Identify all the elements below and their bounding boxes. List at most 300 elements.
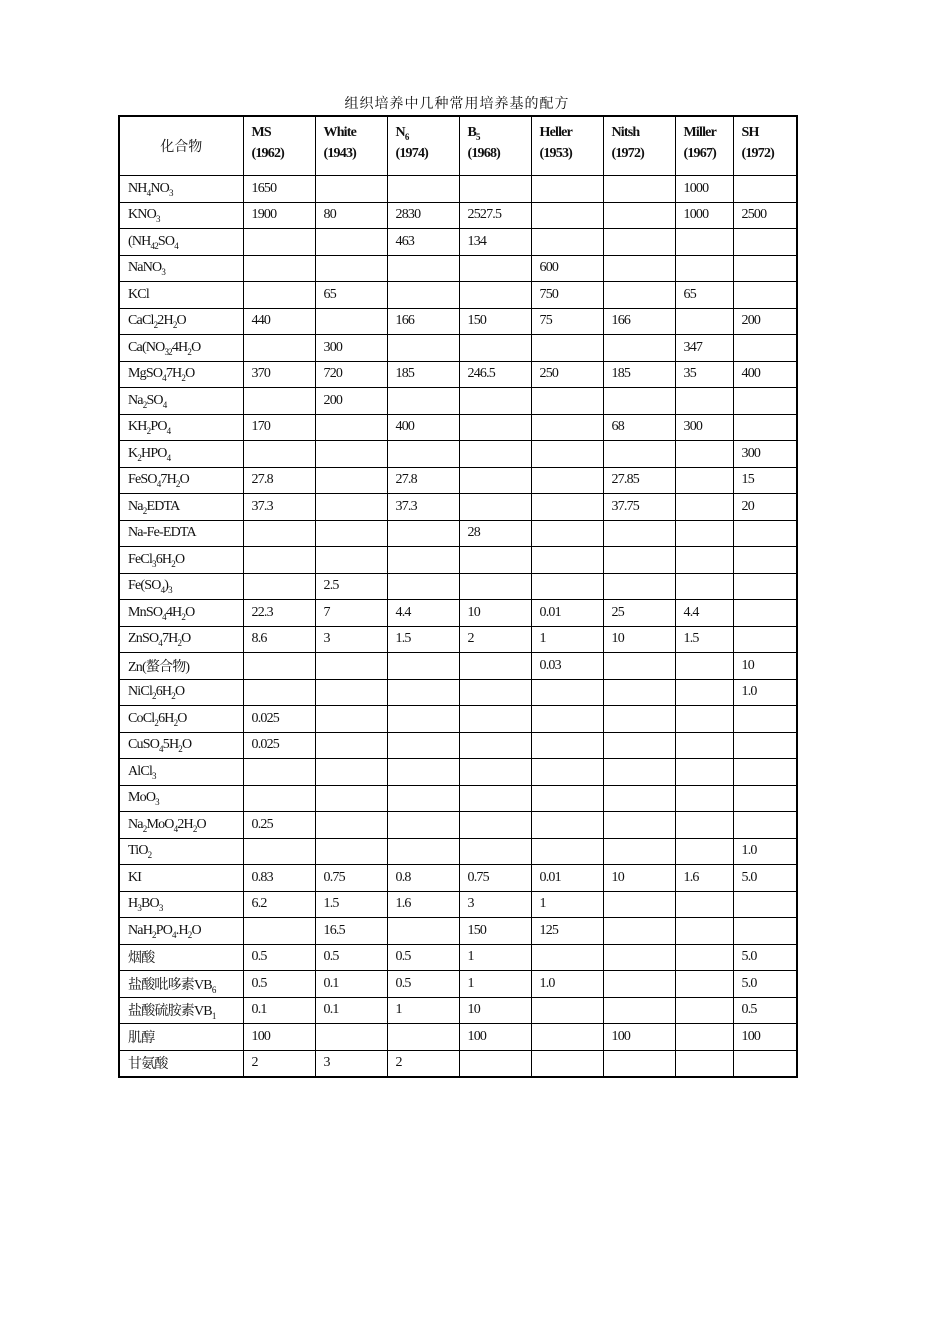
value-cell [675,918,733,945]
formula-subscript: 2 [177,638,182,649]
value-cell: 5.0 [733,971,797,998]
formula-subscript: 2 [192,823,197,834]
value-cell: 250 [531,361,603,388]
formula-subscript: 4 [162,373,166,384]
value-cell: 2500 [733,202,797,229]
formula-subscript: 2 [147,850,152,861]
value-cell: 1.5 [315,891,387,918]
value-cell [459,176,531,203]
value-cell [531,388,603,415]
formula-text: O [181,737,192,753]
medium-name [252,123,315,143]
formula-text: O [185,366,195,382]
formula-text: NiCl [128,684,153,700]
value-cell: 1650 [243,176,315,203]
value-cell [675,706,733,733]
value-cell [603,653,675,680]
medium-name-text: Miller [683,125,717,140]
value-cell: 134 [459,229,531,256]
value-cell [315,255,387,282]
value-cell: 0.025 [243,706,315,733]
value-cell: 150 [459,308,531,335]
header-row [119,116,797,176]
value-cell: 370 [243,361,315,388]
value-cell: 400 [387,414,459,441]
value-cell: 1.0 [733,679,797,706]
value-cell: 1.6 [675,865,733,892]
value-cell: 463 [387,229,459,256]
value-cell [315,520,387,547]
compound-cell [119,653,243,680]
value-cell: 27.85 [603,467,675,494]
value-cell [315,1024,387,1051]
table-row [119,653,797,680]
formula-text: (NH [128,233,151,249]
formula-text: 2H [157,313,173,329]
formula-subscript: 4 [160,585,165,596]
compound-cell [119,414,243,441]
value-cell [459,255,531,282]
formula-subscript: 2 [172,320,177,331]
formula-subscript: 2 [187,346,192,357]
value-cell: 1.0 [733,838,797,865]
value-cell [315,759,387,786]
value-cell [531,1050,603,1077]
value-cell: 37.3 [243,494,315,521]
value-cell: 246.5 [459,361,531,388]
value-cell: 16.5 [315,918,387,945]
formula-subscript: 4 [174,240,178,251]
value-cell [733,706,797,733]
formula-text: Na [128,498,143,514]
formula-text: Zn(螯合物) [128,659,190,675]
compound-cell [119,865,243,892]
value-cell: 166 [387,308,459,335]
value-cell: 0.5 [315,944,387,971]
table-row [119,441,797,468]
value-cell: 6.2 [243,891,315,918]
value-cell: 1.5 [387,626,459,653]
value-cell: 10 [459,600,531,627]
value-cell: 0.75 [315,865,387,892]
table-row [119,918,797,945]
value-cell [387,785,459,812]
compound-cell [119,838,243,865]
formula-subscript: 3 [164,346,169,357]
formula-subscript: 3 [161,267,166,278]
value-cell: 5.0 [733,865,797,892]
compound-cell [119,997,243,1024]
compound-cell [119,1050,243,1077]
value-cell [315,414,387,441]
value-cell: 1000 [675,176,733,203]
formula-text: NaNO [128,260,162,276]
formula-subscript: 1 [211,1011,216,1022]
formula-text: 7H [161,631,178,647]
value-cell: 27.8 [387,467,459,494]
value-cell [459,547,531,574]
compound-column-header: 化合物 [119,116,243,176]
value-cell [315,838,387,865]
value-cell: 0.1 [243,997,315,1024]
value-cell [387,255,459,282]
medium-name-text: White [323,125,357,140]
value-cell [531,414,603,441]
value-cell [459,494,531,521]
value-cell [459,573,531,600]
value-cell: 100 [603,1024,675,1051]
value-cell [243,918,315,945]
formula-text: Na [128,392,143,408]
value-cell [315,467,387,494]
value-cell [315,785,387,812]
medium-header-1 [315,116,387,176]
value-cell [315,732,387,759]
value-cell: 10 [733,653,797,680]
formula-text: .H [175,922,188,938]
compound-cell [119,759,243,786]
formula-text: FeSO [128,472,157,488]
formula-text: K [128,445,138,461]
medium-name-text: N [395,125,405,140]
table-row [119,467,797,494]
value-cell: 200 [315,388,387,415]
medium-name-text: SH [741,125,759,140]
value-cell: 185 [387,361,459,388]
table-row [119,414,797,441]
formula-text: MnSO [128,604,163,620]
medium-name [540,123,603,143]
value-cell: 0.01 [531,600,603,627]
value-cell: 7 [315,600,387,627]
formula-text: NO [150,180,169,196]
compound-cell [119,520,243,547]
value-cell [603,335,675,362]
medium-year: (1972) [741,146,775,161]
value-cell [243,785,315,812]
formula-subscript: 4 [173,823,178,834]
value-cell: 1.6 [387,891,459,918]
value-cell: 0.25 [243,812,315,839]
formula-text: 2H [177,816,193,832]
value-cell: 0.83 [243,865,315,892]
value-cell [531,547,603,574]
formula-text: 甘氨酸 [128,1057,168,1073]
compound-cell [119,679,243,706]
value-cell: 4.4 [675,600,733,627]
value-cell [733,732,797,759]
table-row [119,997,797,1024]
value-cell [733,547,797,574]
value-cell [733,891,797,918]
value-cell [603,282,675,309]
compound-cell [119,785,243,812]
formula-text: O [174,551,185,567]
value-cell [387,732,459,759]
value-cell: 720 [315,361,387,388]
value-cell: 150 [459,918,531,945]
value-cell: 1.5 [675,626,733,653]
value-cell [603,229,675,256]
value-cell [387,812,459,839]
value-cell [675,441,733,468]
value-cell: 1.0 [531,971,603,998]
value-cell: 0.1 [315,997,387,1024]
formula-text: KI [128,869,142,885]
table-row [119,282,797,309]
table-body [119,176,797,1078]
value-cell [315,229,387,256]
formula-subscript: 4 [158,638,162,649]
formula-text: CaCl [128,313,154,329]
formula-text: NaH [128,922,153,938]
value-cell: 0.025 [243,732,315,759]
formula-subscript: 2 [154,717,159,728]
medium-name [684,123,733,143]
formula-subscript: 6 [211,984,216,995]
medium-name-subscript: 5 [476,132,480,142]
page-title: 组织培养中几种常用培养基的配方 [344,96,570,112]
formula-subscript: 3 [152,558,156,569]
value-cell [733,759,797,786]
compound-cell [119,388,243,415]
formula-text: HPO [141,445,167,461]
value-cell [459,838,531,865]
value-cell [243,388,315,415]
table-row [119,229,797,256]
formula-subscript: 4 [166,452,171,463]
formula-text: KH [128,419,147,435]
table-row [119,838,797,865]
compound-cell [119,361,243,388]
value-cell [675,573,733,600]
value-cell [733,812,797,839]
value-cell [603,891,675,918]
formula-text: FeCl [128,551,153,567]
value-cell: 15 [733,467,797,494]
value-cell [675,255,733,282]
value-cell [459,785,531,812]
medium-header-5 [603,116,675,176]
medium-year: (1967) [683,146,717,161]
value-cell [603,812,675,839]
compound-cell [119,308,243,335]
value-cell [603,176,675,203]
value-cell [675,653,733,680]
value-cell [603,785,675,812]
value-cell: 20 [733,494,797,521]
table-row [119,732,797,759]
value-cell: 1900 [243,202,315,229]
table-row [119,944,797,971]
formula-subscript: 3 [155,214,160,225]
value-cell [675,1024,733,1051]
medium-name [324,123,387,143]
value-cell [315,653,387,680]
formula-text: H [128,896,138,912]
value-cell: 68 [603,414,675,441]
value-cell [733,414,797,441]
value-cell [387,759,459,786]
value-cell: 8.6 [243,626,315,653]
table-row [119,679,797,706]
value-cell [315,547,387,574]
value-cell [531,467,603,494]
table-row [119,865,797,892]
compound-cell [119,573,243,600]
formula-subscript: 2 [152,929,156,940]
value-cell [315,812,387,839]
value-cell [459,812,531,839]
formula-text: KCl [128,286,149,302]
value-cell: 1 [459,944,531,971]
value-cell [243,282,315,309]
value-cell [675,388,733,415]
formula-subscript: 4 [166,426,171,437]
value-cell [387,335,459,362]
value-cell [675,785,733,812]
value-cell: 440 [243,308,315,335]
formula-text: O [185,604,195,620]
value-cell [459,388,531,415]
value-cell: 2.5 [315,573,387,600]
formula-subscript: 2 [137,452,142,463]
formula-subscript: 2 [142,823,147,834]
formula-text: 盐酸硫胺素VB [128,1004,212,1020]
compound-cell [119,600,243,627]
medium-name-subscript: 6 [404,132,409,142]
formula-text: 7H [165,366,182,382]
compound-cell [119,706,243,733]
value-cell [315,176,387,203]
table-row [119,361,797,388]
value-cell [387,653,459,680]
formula-text: Na [128,816,143,832]
value-cell [459,467,531,494]
formula-subscript: 4 [162,611,166,622]
value-cell: 0.8 [387,865,459,892]
table-row [119,335,797,362]
value-cell: 400 [733,361,797,388]
value-cell [675,1050,733,1077]
formula-subscript: 2 [175,479,180,490]
formula-text: O [176,313,186,329]
medium-name [468,123,531,143]
table-row [119,706,797,733]
value-cell [603,918,675,945]
formula-subscript: 3 [168,585,172,596]
value-cell [675,944,733,971]
value-cell [603,1050,675,1077]
formula-text: CoCl [128,710,155,726]
compound-cell [119,732,243,759]
value-cell: 3 [315,626,387,653]
formula-subscript: 2 [181,373,186,384]
formula-text: 4H [165,604,182,620]
value-cell [243,255,315,282]
formula-subscript: 2 [181,611,186,622]
value-cell [603,971,675,998]
formula-subscript: 4 [146,187,151,198]
value-cell [243,653,315,680]
formula-text: ) [164,578,169,594]
formula-subscript: 4 [150,240,155,251]
compound-cell [119,944,243,971]
value-cell: 2 [243,1050,315,1077]
value-cell [733,255,797,282]
value-cell [531,838,603,865]
value-cell [243,759,315,786]
medium-year: (1953) [539,146,573,161]
formula-text: O [191,922,201,938]
formula-subscript: 4 [172,929,176,940]
value-cell [531,759,603,786]
value-cell [675,812,733,839]
formula-text: EDTA [146,498,180,514]
value-cell: 0.75 [459,865,531,892]
value-cell [243,573,315,600]
table-row [119,494,797,521]
value-cell [387,520,459,547]
medium-name [612,123,675,143]
table-row [119,1024,797,1051]
value-cell: 185 [603,361,675,388]
table-row [119,971,797,998]
value-cell [387,573,459,600]
formula-subscript: 2 [178,744,182,755]
formula-text: PO [150,419,167,435]
formula-subscript: 4 [162,399,167,410]
value-cell [387,282,459,309]
compound-cell [119,494,243,521]
value-cell [315,441,387,468]
value-cell [459,414,531,441]
value-cell [387,706,459,733]
formula-text: 肌醇 [128,1030,155,1046]
formula-text: TiO [128,843,148,859]
value-cell: 3 [315,1050,387,1077]
formula-subscript: 3 [137,903,142,914]
compound-cell [119,229,243,256]
value-cell [459,706,531,733]
value-cell: 0.01 [531,865,603,892]
value-cell [531,573,603,600]
value-cell: 37.3 [387,494,459,521]
table-row [119,202,797,229]
value-cell [603,520,675,547]
value-cell [243,838,315,865]
recipe-table [118,115,798,1078]
value-cell [531,494,603,521]
value-cell [603,547,675,574]
compound-cell [119,1024,243,1051]
value-cell [387,679,459,706]
formula-text: 烟酸 [128,951,155,967]
formula-subscript: 4 [156,479,161,490]
table-row [119,785,797,812]
value-cell [603,388,675,415]
value-cell [675,547,733,574]
formula-text: 7H [160,472,176,488]
value-cell [675,838,733,865]
value-cell [531,812,603,839]
formula-text: BO [141,896,159,912]
compound-cell [119,467,243,494]
formula-text: 4H [171,339,188,355]
medium-year: (1974) [395,146,429,161]
value-cell [733,573,797,600]
value-cell [531,997,603,1024]
